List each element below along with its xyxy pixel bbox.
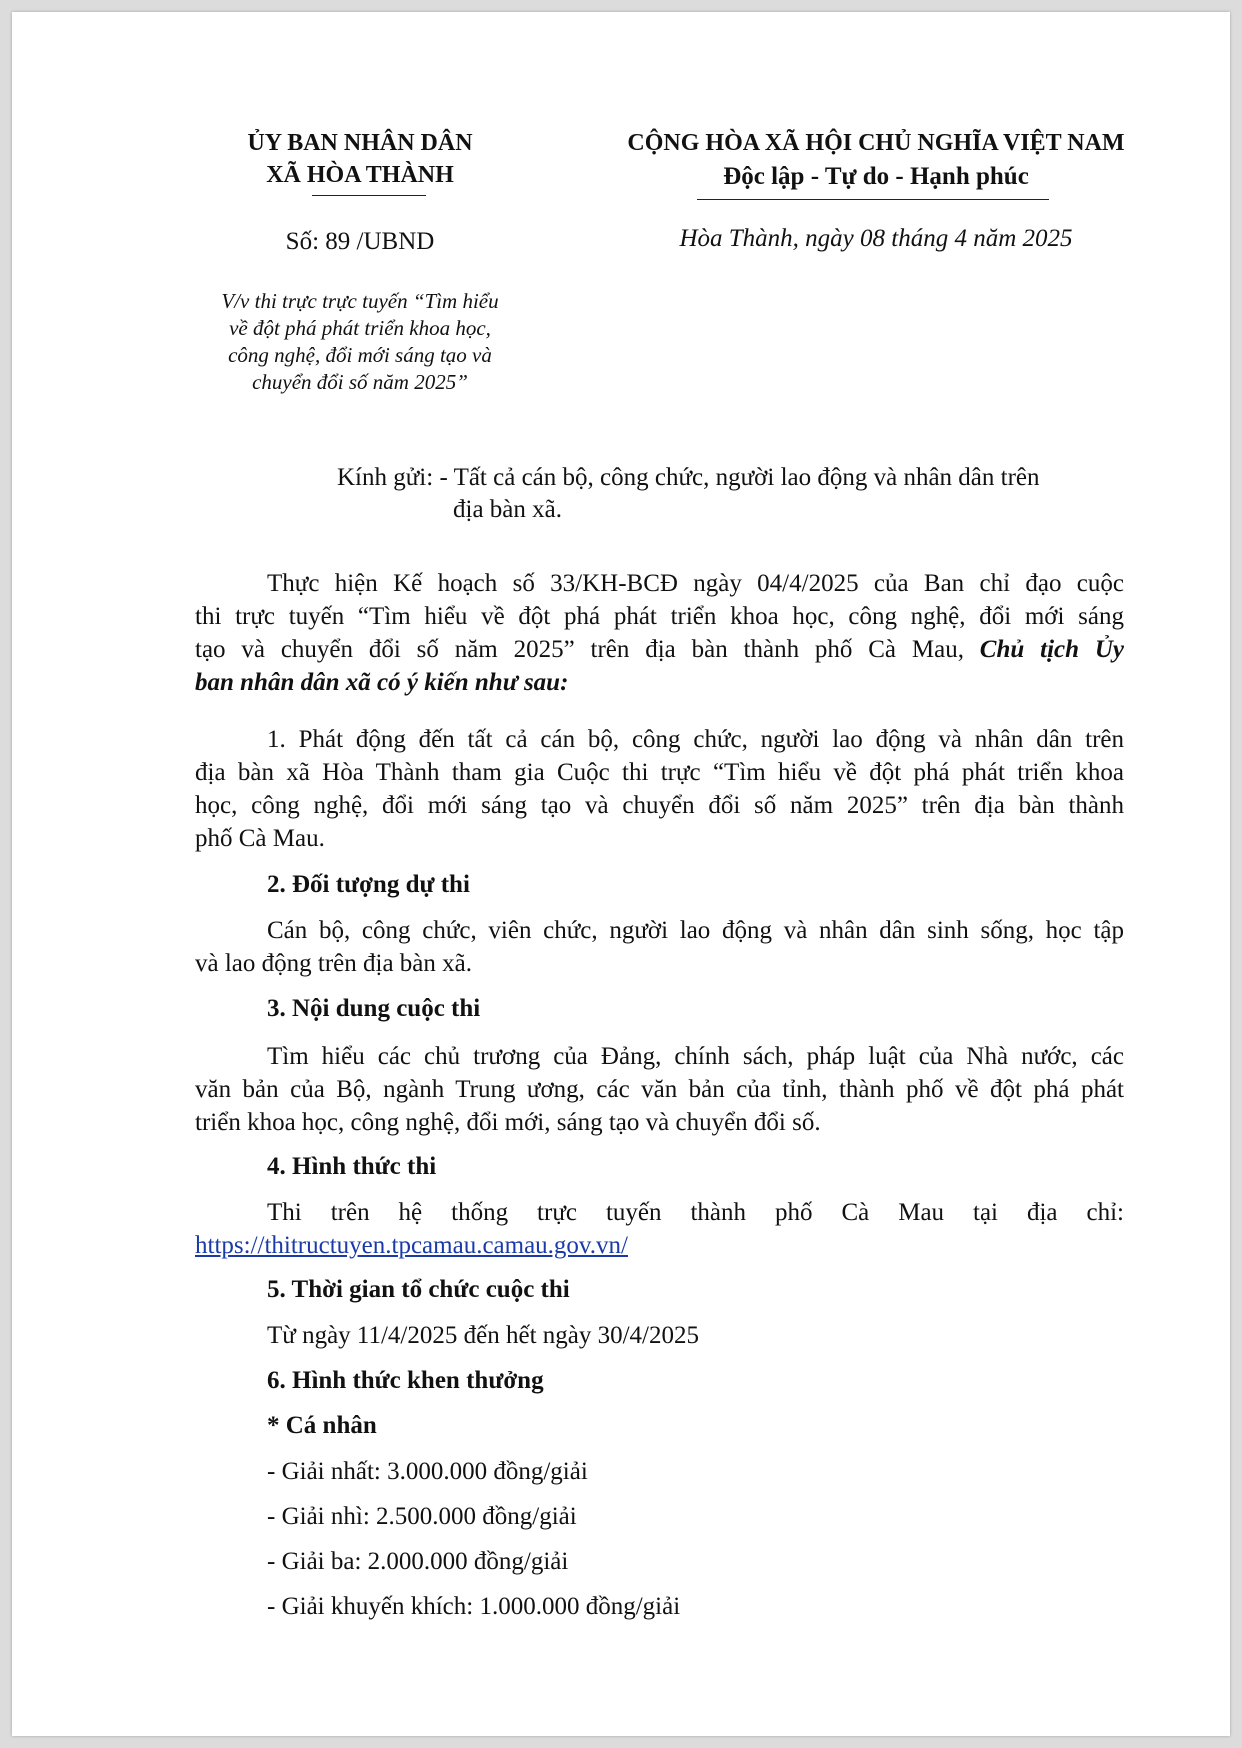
subject-line: chuyển đổi số năm 2025”: [252, 370, 468, 394]
subject-line: công nghệ, đổi mới sáng tạo và: [228, 343, 492, 367]
doc-date: Hòa Thành, ngày 08 tháng 4 năm 2025: [679, 225, 1073, 252]
recipients-line-2: địa bàn xã.: [453, 496, 562, 523]
contest-url-link[interactable]: https://thitructuyen.tpcamau.camau.gov.vn/: [195, 1232, 628, 1259]
document-page: [12, 12, 1230, 1736]
item1-line: 1. Phát động đến tất cả cán bộ, công chức, người lao động và nhân dân trên: [267, 726, 1124, 753]
section-3-heading: 3. Nội dung cuộc thi: [267, 995, 481, 1022]
doc-number: Số: 89 /UBND: [285, 228, 435, 255]
item1-line: học, công nghệ, đổi mới sáng tạo và chuyển đổi số năm 2025” trên địa bàn thành: [195, 792, 1124, 819]
section-3-line: Tìm hiểu các chủ trương của Đảng, chính sách, pháp luật của Nhà nước, các: [267, 1043, 1124, 1070]
subject-line: V/v thi trực trực tuyến “Tìm hiểu: [221, 289, 499, 313]
item1-line: địa bàn xã Hòa Thành tham gia Cuộc thi trực “Tìm hiểu về đột phá phát triển khoa: [195, 759, 1124, 786]
org-line-1: ỦY BAN NHÂN DÂN: [247, 130, 473, 156]
org-line-2: XÃ HÒA THÀNH: [266, 162, 454, 188]
nation-title: CỘNG HÒA XÃ HỘI CHỦ NGHĨA VIỆT NAM: [627, 130, 1125, 156]
subject-line: về đột phá phát triển khoa học,: [229, 316, 491, 340]
section-3-line: triển khoa học, công nghệ, đổi mới, sáng tạo và chuyển đổi số.: [195, 1109, 821, 1136]
intro-emphasis-line: ban nhân dân xã có ý kiến như sau:: [195, 669, 569, 696]
prize-item: - Giải khuyến khích: 1.000.000 đồng/giải: [267, 1593, 681, 1620]
intro-emphasis: Chủ tịch Ủy: [979, 636, 1124, 663]
section-2-heading: 2. Đối tượng dự thi: [267, 871, 470, 898]
section-4-heading: 4. Hình thức thi: [267, 1153, 437, 1180]
doc-subject: [180, 288, 540, 396]
prize-item: - Giải nhì: 2.500.000 đồng/giải: [267, 1503, 577, 1530]
prize-item: - Giải ba: 2.000.000 đồng/giải: [267, 1548, 569, 1575]
intro-text: tạo và chuyển đổi số năm 2025” trên địa bàn thành phố Cà Mau,: [195, 636, 964, 663]
recipients-line-1: Kính gửi: - Tất cả cán bộ, công chức, người lao động và nhân dân trên: [337, 464, 1040, 491]
section-3-line: văn bản của Bộ, ngành Trung ương, các văn bản của tỉnh, thành phố về đột phá phát: [195, 1076, 1124, 1103]
item1-line: phố Cà Mau.: [195, 825, 325, 852]
section-2-line: và lao động trên địa bàn xã.: [195, 950, 472, 977]
prize-item: - Giải nhất: 3.000.000 đồng/giải: [267, 1458, 588, 1485]
section-5-text: Từ ngày 11/4/2025 đến hết ngày 30/4/2025: [267, 1322, 700, 1349]
section-4-link-line: [195, 1230, 1124, 1262]
intro-line: Thực hiện Kế hoạch số 33/KH-BCĐ ngày 04/4/2025 của Ban chỉ đạo cuộc: [267, 570, 1124, 597]
section-4-line: Thi trên hệ thống trực tuyến thành phố Cà Mau tại địa chỉ:: [267, 1199, 1124, 1226]
motto-underline: [697, 199, 1049, 200]
section-6-heading: 6. Hình thức khen thưởng: [267, 1367, 544, 1394]
intro-line: [195, 634, 1124, 666]
org-underline: [312, 195, 426, 196]
section-2-line: Cán bộ, công chức, viên chức, người lao động và nhân dân sinh sống, học tập: [267, 917, 1124, 944]
section-5-heading: 5. Thời gian tổ chức cuộc thi: [267, 1276, 570, 1303]
intro-line: thi trực tuyến “Tìm hiểu về đột phá phát triển khoa học, công nghệ, đổi mới sáng: [195, 603, 1124, 630]
section-6-subheading: * Cá nhân: [267, 1412, 377, 1439]
motto: Độc lập - Tự do - Hạnh phúc: [723, 163, 1029, 190]
